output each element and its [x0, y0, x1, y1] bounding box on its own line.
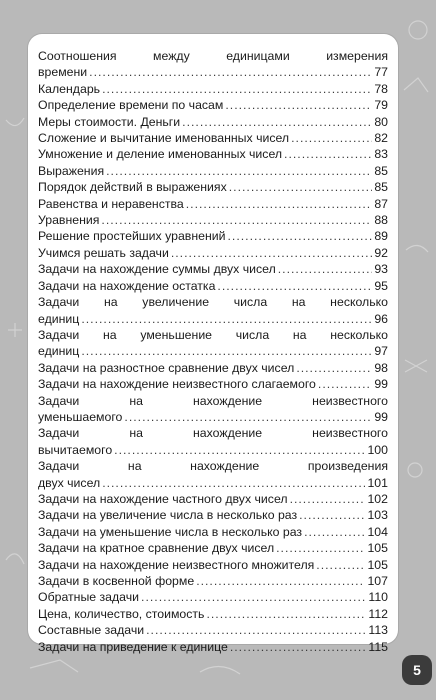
toc-entry-page: 100 — [367, 442, 388, 457]
toc-entry-title: Соотношения между единицами измерения — [38, 49, 388, 63]
toc-entry-title: Меры стоимости. Деньги — [38, 114, 181, 129]
toc-entry-line — [38, 97, 388, 113]
toc-entry-page: 77 — [374, 65, 388, 80]
toc-entry-line — [38, 491, 388, 507]
contents-panel — [28, 34, 398, 654]
toc-entry-page: 113 — [368, 623, 388, 638]
dot-leader — [296, 360, 372, 376]
toc-entry — [38, 163, 388, 179]
toc-entry-page: 101 — [367, 475, 388, 490]
dot-leader — [141, 589, 366, 605]
toc-entry — [38, 540, 388, 556]
toc-entry-line — [38, 311, 388, 327]
dot-leader — [146, 622, 366, 638]
toc-entry-page: 102 — [367, 491, 388, 506]
toc-entry-title: Учимся решать задачи — [38, 245, 169, 260]
dot-leader — [102, 475, 365, 491]
toc-entry-page: 92 — [374, 245, 388, 260]
toc-entry-page: 85 — [374, 180, 388, 195]
toc-entry — [38, 294, 388, 327]
toc-entry-title: Задачи на увеличение числа на несколько — [38, 295, 388, 310]
dot-leader — [114, 442, 365, 458]
toc-entry-line — [38, 261, 388, 277]
dot-leader — [171, 245, 372, 261]
toc-entry — [38, 573, 388, 589]
toc-entry-line — [38, 81, 388, 97]
dot-leader — [304, 524, 365, 540]
toc-entry-line — [38, 622, 388, 638]
toc-entry-title: Задачи на уменьшение числа в несколько раз — [38, 524, 303, 539]
toc-entry-line — [38, 557, 388, 573]
toc-entry-line — [38, 639, 388, 655]
dot-leader — [291, 130, 372, 146]
toc-entry-title: Выражения — [38, 163, 105, 178]
toc-entry — [38, 606, 388, 622]
toc-entry-title: Определение времени по часам — [38, 98, 224, 113]
toc-entry-title: Задачи на уменьшение числа на несколько — [38, 327, 388, 342]
dot-leader — [81, 343, 372, 359]
toc-entry-title: единиц — [38, 311, 80, 326]
toc-entry-title: Задачи на нахождение произведения — [38, 459, 388, 474]
toc-entry-title: Умножение и деление именованных чисел — [38, 147, 283, 162]
toc-entry-page: 98 — [374, 360, 388, 375]
toc-entry — [38, 360, 388, 376]
toc-entry-title: Задачи на нахождение частного двух чисел — [38, 491, 288, 506]
toc-entry-page: 97 — [374, 344, 388, 359]
toc-entry — [38, 622, 388, 638]
toc-entry — [38, 81, 388, 97]
dot-leader — [124, 409, 372, 425]
dot-leader — [316, 557, 365, 573]
toc-entry — [38, 245, 388, 261]
toc-entry-title: Задачи на нахождение неизвестного множителя — [38, 557, 315, 572]
toc-entry-page: 93 — [374, 262, 388, 277]
toc-entry-page: 78 — [374, 81, 388, 96]
dot-leader — [89, 64, 372, 80]
toc-entry-title: Задачи в косвенной форме — [38, 574, 195, 588]
toc-entry-page: 115 — [368, 639, 388, 654]
toc-entry-line — [38, 475, 388, 491]
toc-entry-line — [38, 212, 388, 228]
toc-entry-page: 96 — [374, 311, 388, 326]
toc-entry — [38, 639, 388, 655]
toc-entry-page: 110 — [368, 590, 388, 605]
dot-leader — [217, 278, 372, 294]
toc-entry-line — [38, 48, 388, 64]
toc-entry — [38, 393, 388, 426]
toc-entry — [38, 376, 388, 392]
toc-entry-line — [38, 343, 388, 359]
toc-entry-title: Задачи на разностное сравнение двух чисел — [38, 360, 295, 375]
toc-entry-line — [38, 458, 388, 474]
dot-leader — [186, 196, 373, 212]
dot-leader — [81, 311, 372, 327]
toc-entry-title: Сложение и вычитание именованных чисел — [38, 131, 290, 146]
toc-entry-title: Задачи на нахождение неизвестного — [38, 426, 388, 441]
toc-entry-page: 85 — [374, 163, 388, 178]
toc-entry-title: Решение простейших уравнений — [38, 229, 226, 244]
toc-entry-title: двух чисел — [38, 475, 101, 490]
dot-leader — [276, 540, 365, 556]
toc-entry-title: Календарь — [38, 81, 101, 96]
toc-entry-line — [38, 327, 388, 343]
toc-entry-line — [38, 146, 388, 162]
toc-entry-page: 112 — [368, 606, 388, 621]
toc-entry — [38, 196, 388, 212]
toc-entry — [38, 179, 388, 195]
toc-entry-title: времени — [38, 65, 88, 80]
toc-entry-line — [38, 393, 388, 409]
toc-entry-title: Обратные задачи — [38, 590, 140, 605]
toc-entry-page: 104 — [367, 524, 388, 539]
dot-leader — [106, 163, 372, 179]
toc-entry-page: 107 — [367, 574, 388, 588]
dot-leader — [225, 97, 372, 113]
table-of-contents — [38, 48, 388, 655]
toc-entry — [38, 97, 388, 113]
toc-entry — [38, 327, 388, 360]
dot-leader — [230, 639, 367, 655]
dot-leader — [290, 491, 366, 507]
toc-entry-title: Задачи на увеличение числа в несколько раз — [38, 508, 298, 523]
toc-entry-page: 103 — [367, 508, 388, 523]
toc-entry-line — [38, 409, 388, 425]
toc-entry-line — [38, 524, 388, 540]
toc-entry-page: 79 — [374, 98, 388, 113]
toc-entry-title: Задачи на кратное сравнение двух чисел — [38, 541, 275, 556]
dot-leader — [229, 179, 373, 195]
toc-entry-page: 80 — [374, 114, 388, 129]
toc-entry-title: Задачи на нахождение остатка — [38, 278, 216, 293]
toc-entry-title: Задачи на нахождение суммы двух чисел — [38, 262, 276, 277]
toc-entry — [38, 507, 388, 523]
toc-entry-line — [38, 196, 388, 212]
toc-entry-line — [38, 114, 388, 130]
toc-entry-line — [38, 179, 388, 195]
toc-entry-line — [38, 376, 388, 392]
toc-entry-title: уменьшаемого — [38, 409, 123, 424]
dot-leader — [102, 81, 372, 97]
toc-entry — [38, 524, 388, 540]
toc-entry — [38, 491, 388, 507]
toc-entry-line — [38, 360, 388, 376]
toc-entry — [38, 48, 388, 81]
dot-leader — [278, 261, 373, 277]
dot-leader — [284, 146, 372, 162]
toc-entry-title: Составные задачи — [38, 623, 145, 638]
toc-entry-page: 99 — [374, 377, 388, 392]
toc-entry-page: 87 — [374, 196, 388, 211]
toc-entry-page: 99 — [374, 409, 388, 424]
toc-entry-page: 88 — [374, 213, 388, 228]
toc-entry — [38, 130, 388, 146]
toc-entry-page: 89 — [374, 229, 388, 244]
toc-entry-line — [38, 64, 388, 80]
toc-entry-title: Задачи на нахождение неизвестного слагаемого — [38, 377, 316, 392]
toc-entry — [38, 212, 388, 228]
dot-leader — [196, 573, 365, 589]
toc-entry-line — [38, 245, 388, 261]
toc-entry — [38, 589, 388, 605]
toc-entry-line — [38, 573, 388, 589]
toc-entry-page: 105 — [367, 541, 388, 556]
dot-leader — [228, 228, 373, 244]
toc-entry-title: Равенства и неравенства — [38, 196, 184, 211]
toc-entry — [38, 146, 388, 162]
dot-leader — [318, 376, 372, 392]
toc-entry-title: Цена, количество, стоимость — [38, 606, 205, 621]
toc-entry-line — [38, 130, 388, 146]
toc-entry — [38, 228, 388, 244]
toc-entry-title: единиц — [38, 344, 80, 359]
toc-entry-page: 105 — [367, 557, 388, 572]
dot-leader — [299, 507, 365, 523]
page-number-badge: 5 — [402, 655, 432, 685]
toc-entry — [38, 278, 388, 294]
toc-entry-line — [38, 294, 388, 310]
dot-leader — [101, 212, 372, 228]
toc-entry-line — [38, 589, 388, 605]
toc-entry-page: 82 — [374, 131, 388, 146]
dot-leader — [206, 606, 366, 622]
toc-entry — [38, 114, 388, 130]
toc-entry-title: Порядок действий в выражениях — [38, 180, 227, 195]
toc-entry-line — [38, 425, 388, 441]
toc-entry-title: Уравнения — [38, 213, 100, 228]
toc-entry — [38, 261, 388, 277]
toc-entry-page: 83 — [374, 147, 388, 162]
toc-entry-line — [38, 507, 388, 523]
toc-entry — [38, 557, 388, 573]
toc-entry-line — [38, 228, 388, 244]
toc-entry-page: 95 — [374, 278, 388, 293]
toc-entry-title: вычитаемого — [38, 442, 113, 457]
toc-entry-line — [38, 278, 388, 294]
toc-entry — [38, 425, 388, 458]
toc-entry-line — [38, 540, 388, 556]
toc-entry-line — [38, 163, 388, 179]
toc-entry-title: Задачи на приведение к единице — [38, 639, 228, 654]
dot-leader — [182, 114, 372, 130]
toc-entry-line — [38, 606, 388, 622]
toc-entry-line — [38, 442, 388, 458]
toc-entry — [38, 458, 388, 491]
toc-entry-title: Задачи на нахождение неизвестного — [38, 393, 388, 408]
